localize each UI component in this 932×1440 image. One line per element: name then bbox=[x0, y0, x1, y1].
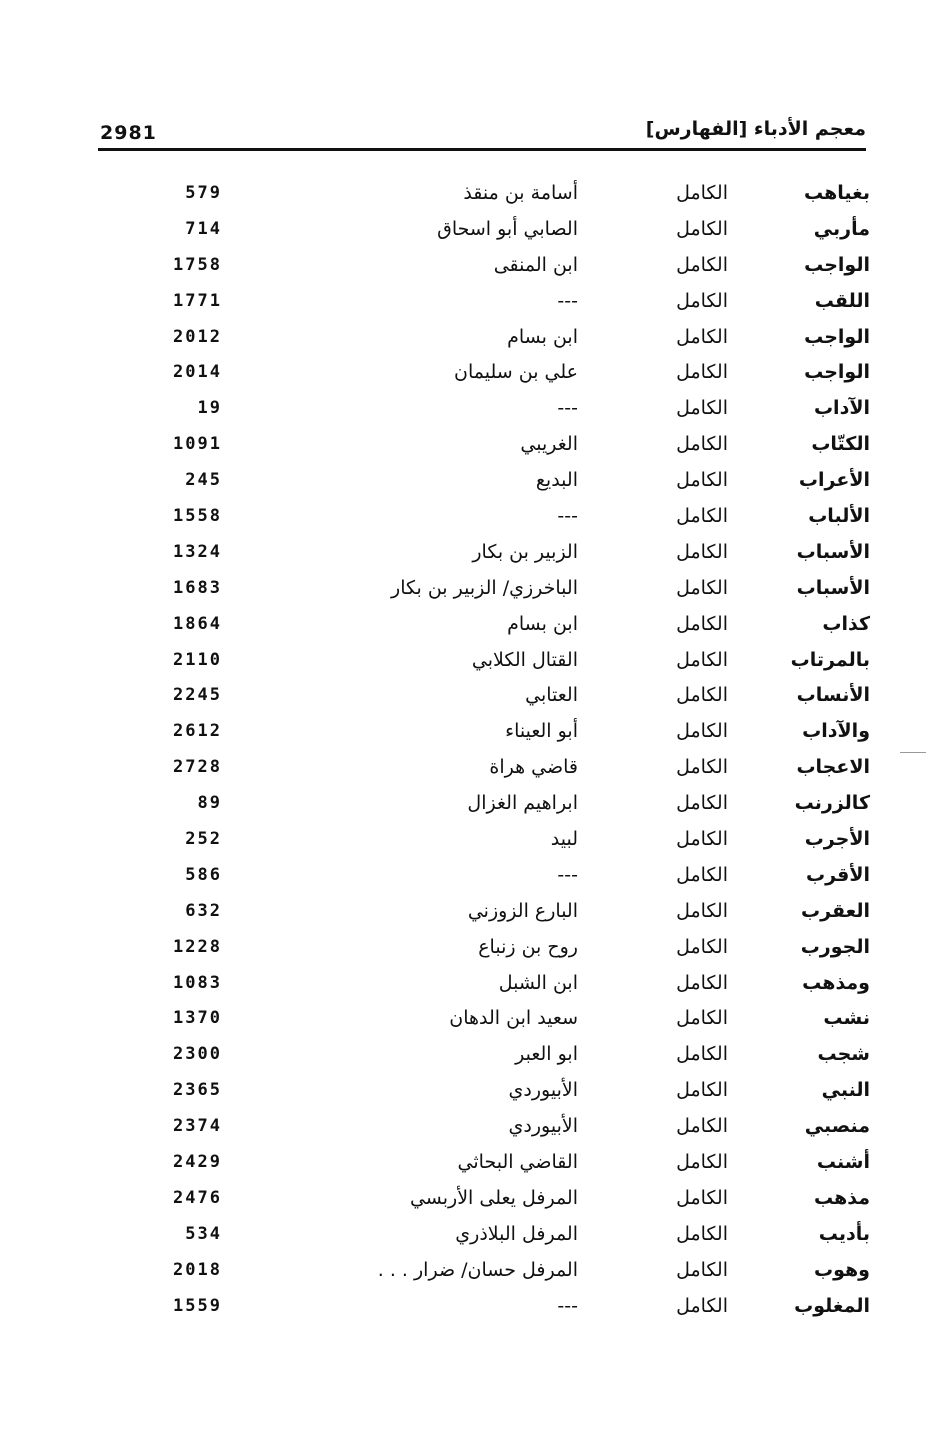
index-row bbox=[98, 786, 878, 822]
index-row bbox=[98, 248, 878, 284]
index-row bbox=[98, 822, 878, 858]
rhyme-word: بغياهب bbox=[803, 182, 870, 204]
page-reference: 1864 bbox=[173, 613, 222, 634]
meter-name: الكامل bbox=[676, 648, 728, 671]
index-row bbox=[98, 1001, 878, 1037]
rhyme-word: الأسباب bbox=[796, 540, 870, 563]
page-reference: 2110 bbox=[173, 649, 222, 670]
rhyme-word: الواجب bbox=[804, 253, 870, 276]
meter-name: الكامل bbox=[676, 433, 728, 456]
rhyme-word: والآداب bbox=[802, 720, 870, 743]
index-row bbox=[98, 1145, 878, 1181]
page-reference: 2365 bbox=[173, 1080, 222, 1101]
rhyme-word: المغلوب bbox=[794, 1294, 870, 1317]
page-reference: 1324 bbox=[173, 541, 222, 562]
page-reference: 19 bbox=[197, 398, 222, 419]
rhyme-word: نشب bbox=[823, 1007, 870, 1030]
index-row bbox=[98, 1217, 878, 1253]
poet-name: ابن بسام bbox=[507, 612, 578, 635]
page-reference: 586 bbox=[185, 864, 222, 885]
poet-name: --- bbox=[557, 863, 578, 886]
rhyme-word: الأعراب bbox=[798, 469, 870, 492]
meter-name: الكامل bbox=[676, 325, 728, 348]
meter-name: الكامل bbox=[676, 1115, 728, 1138]
page-reference: 1370 bbox=[173, 1008, 222, 1029]
poet-name: البديع bbox=[535, 469, 578, 492]
page-reference: 1091 bbox=[173, 434, 222, 455]
index-row bbox=[98, 607, 878, 643]
rhyme-word: كذاب bbox=[822, 612, 870, 635]
meter-name: الكامل bbox=[676, 1007, 728, 1030]
page-reference: 2612 bbox=[173, 721, 222, 742]
index-row bbox=[98, 1037, 878, 1073]
page-reference: 245 bbox=[185, 470, 222, 491]
page-reference: 579 bbox=[185, 183, 222, 203]
meter-name: الكامل bbox=[676, 684, 728, 707]
poet-name: البارع الزوزني bbox=[467, 899, 578, 922]
index-row bbox=[98, 499, 878, 535]
page-reference: 2374 bbox=[173, 1116, 222, 1137]
rhyme-word: الألباب bbox=[808, 505, 870, 528]
rhyme-word: اللقب bbox=[814, 289, 870, 312]
index-row bbox=[98, 714, 878, 750]
poet-name: علي بن سليمان bbox=[454, 361, 578, 384]
rhyme-word: بالمرتاب bbox=[790, 648, 870, 671]
index-row bbox=[98, 1181, 878, 1217]
index-row bbox=[98, 894, 878, 930]
margin-mark bbox=[900, 752, 926, 753]
poet-name: الصابي أبو اسحاق bbox=[437, 217, 578, 240]
index-row bbox=[98, 463, 878, 499]
rhyme-word: العقرب bbox=[801, 899, 870, 922]
page-reference: 534 bbox=[185, 1223, 222, 1244]
poet-name: ابن الشبل bbox=[498, 971, 578, 994]
poet-name: المرفل البلاذري bbox=[455, 1222, 578, 1245]
meter-name: الكامل bbox=[676, 1043, 728, 1066]
poet-name: ابن المنقى bbox=[493, 253, 578, 276]
page-reference: 252 bbox=[185, 829, 222, 850]
rhyme-word: الأنساب bbox=[796, 684, 870, 707]
meter-name: الكامل bbox=[676, 756, 728, 779]
rhyme-word: الواجب bbox=[804, 325, 870, 348]
rhyme-word: ومذهب bbox=[802, 971, 870, 994]
page-header bbox=[98, 112, 866, 152]
poet-name: ابن بسام bbox=[507, 325, 578, 348]
poet-name: الغريبي bbox=[520, 433, 578, 456]
rhyme-word: وهوب bbox=[814, 1258, 870, 1281]
rhyme-word: الواجب bbox=[804, 361, 870, 384]
rhyme-word: الأقرب bbox=[805, 863, 870, 886]
meter-name: الكامل bbox=[676, 612, 728, 635]
meter-name: الكامل bbox=[676, 1151, 728, 1174]
page-reference: 2014 bbox=[173, 362, 222, 383]
poet-name: ابو العبر bbox=[515, 1043, 578, 1066]
poet-name: الباخرزي/ الزبير بن بكار bbox=[391, 576, 578, 599]
meter-name: الكامل bbox=[676, 361, 728, 384]
index-row bbox=[98, 678, 878, 714]
page-reference: 714 bbox=[185, 218, 222, 239]
page-reference: 2018 bbox=[173, 1259, 222, 1280]
rhyme-word: كالزرنب bbox=[794, 792, 870, 815]
page-reference: 1083 bbox=[173, 972, 222, 993]
page-reference: 1558 bbox=[173, 506, 222, 527]
poet-name: الزبير بن بكار bbox=[472, 540, 578, 563]
poet-name: أسامة بن منقذ bbox=[463, 182, 578, 204]
rhyme-word: بأديب bbox=[818, 1222, 870, 1245]
poet-name: --- bbox=[557, 289, 578, 312]
rhyme-word: الأسباب bbox=[796, 576, 870, 599]
meter-name: الكامل bbox=[676, 1186, 728, 1209]
meter-name: الكامل bbox=[676, 935, 728, 958]
poet-name: المرفل حسان/ ضرار . . . bbox=[377, 1258, 578, 1281]
poet-name: --- bbox=[557, 505, 578, 528]
meter-name: الكامل bbox=[676, 971, 728, 994]
meter-name: الكامل bbox=[676, 1079, 728, 1102]
poet-name: سعيد ابن الدهان bbox=[449, 1007, 578, 1030]
poet-name: العتابي bbox=[525, 684, 578, 707]
meter-name: الكامل bbox=[676, 217, 728, 240]
page-reference: 2245 bbox=[173, 685, 222, 706]
poet-name: --- bbox=[557, 397, 578, 420]
poet-name: --- bbox=[557, 1294, 578, 1317]
poet-name: روح بن زنباع bbox=[478, 935, 578, 958]
index-row bbox=[98, 930, 878, 966]
page-reference: 2476 bbox=[173, 1187, 222, 1208]
meter-name: الكامل bbox=[676, 720, 728, 743]
page-reference: 2728 bbox=[173, 757, 222, 778]
index-row bbox=[98, 535, 878, 571]
rhyme-word: الكتّاب bbox=[811, 433, 870, 456]
rhyme-word: منصبي bbox=[804, 1115, 870, 1138]
index-row bbox=[98, 320, 878, 356]
index-row bbox=[98, 1289, 878, 1325]
meter-name: الكامل bbox=[676, 899, 728, 922]
rhyme-word: مأربي bbox=[813, 217, 870, 240]
index-row bbox=[98, 176, 878, 212]
page-reference: 632 bbox=[185, 900, 222, 921]
index-row bbox=[98, 571, 878, 607]
meter-name: الكامل bbox=[676, 469, 728, 492]
meter-name: الكامل bbox=[676, 863, 728, 886]
meter-name: الكامل bbox=[676, 792, 728, 815]
rhyme-word: الآداب bbox=[813, 397, 870, 420]
poet-name: المرفل يعلى الأربسي bbox=[409, 1186, 578, 1209]
rhyme-word: شجب bbox=[817, 1043, 870, 1066]
meter-name: الكامل bbox=[676, 828, 728, 851]
page-reference: 1758 bbox=[173, 254, 222, 275]
page-reference: 2429 bbox=[173, 1152, 222, 1173]
poet-name: القاضي البحاثي bbox=[457, 1151, 578, 1174]
poet-name: الأبيوردي bbox=[508, 1115, 578, 1138]
index-row bbox=[98, 966, 878, 1002]
index-row bbox=[98, 355, 878, 391]
index-table bbox=[98, 176, 878, 1325]
page-reference: 2300 bbox=[173, 1044, 222, 1065]
index-row bbox=[98, 1073, 878, 1109]
header-rule bbox=[98, 148, 866, 151]
poet-name: الأبيوردي bbox=[508, 1079, 578, 1102]
meter-name: الكامل bbox=[676, 253, 728, 276]
page-reference: 1559 bbox=[173, 1295, 222, 1316]
rhyme-word: مذهب bbox=[813, 1186, 870, 1209]
rhyme-word: أشنب bbox=[816, 1151, 870, 1174]
poet-name: قاضي هراة bbox=[489, 756, 578, 779]
rhyme-word: الاعجاب bbox=[796, 756, 870, 779]
index-row bbox=[98, 858, 878, 894]
rhyme-word: النبي bbox=[821, 1079, 870, 1102]
rhyme-word: الجورب bbox=[800, 935, 870, 958]
index-row bbox=[98, 284, 878, 320]
meter-name: الكامل bbox=[676, 1222, 728, 1245]
page-reference: 1683 bbox=[173, 577, 222, 598]
index-row bbox=[98, 427, 878, 463]
poet-name: أبو العيناء bbox=[505, 720, 578, 743]
meter-name: الكامل bbox=[676, 576, 728, 599]
index-row bbox=[98, 1109, 878, 1145]
page-number: 2981 bbox=[100, 122, 157, 144]
index-row bbox=[98, 212, 878, 248]
poet-name: لبيد bbox=[550, 828, 578, 851]
index-row bbox=[98, 750, 878, 786]
meter-name: الكامل bbox=[676, 540, 728, 563]
page-reference: 1228 bbox=[173, 936, 222, 957]
page-reference: 1771 bbox=[173, 290, 222, 311]
book-title: معجم الأدباء [الفهارس] bbox=[645, 118, 866, 140]
rhyme-word: الأجرب bbox=[804, 828, 870, 851]
meter-name: الكامل bbox=[676, 505, 728, 528]
meter-name: الكامل bbox=[676, 1294, 728, 1317]
meter-name: الكامل bbox=[676, 182, 728, 204]
poet-name: القتال الكلابي bbox=[471, 648, 578, 671]
index-row bbox=[98, 643, 878, 679]
index-row bbox=[98, 391, 878, 427]
meter-name: الكامل bbox=[676, 397, 728, 420]
meter-name: الكامل bbox=[676, 289, 728, 312]
page-reference: 2012 bbox=[173, 326, 222, 347]
poet-name: ابراهيم الغزال bbox=[467, 792, 578, 815]
page-reference: 89 bbox=[197, 793, 222, 814]
index-row bbox=[98, 1253, 878, 1289]
meter-name: الكامل bbox=[676, 1258, 728, 1281]
